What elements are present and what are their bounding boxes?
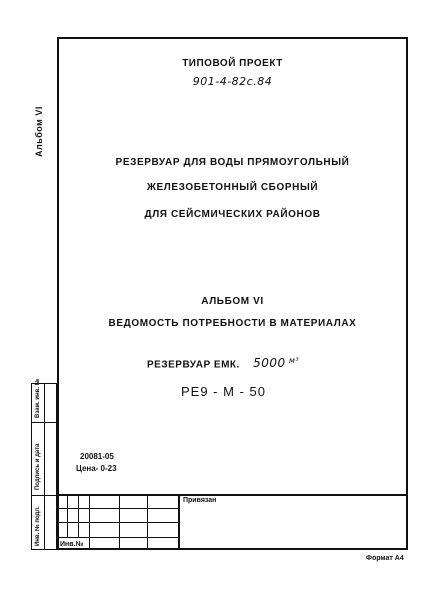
drawing-frame [57,37,408,550]
stamp-col-signature: Подпись и дата [35,443,41,490]
project-number: 901-4-82с.84 [192,75,273,88]
project-label: ТИПОВОЙ ПРОЕКТ [182,58,283,69]
reservoir-code: РЕ9 - М - 50 [181,384,266,399]
reservoir-unit: м³ [288,356,300,365]
title-block-top-line [57,494,408,496]
title-block-inv: Инв.№ [60,541,84,548]
order-number: 20081-05 [80,452,114,461]
title-block-applied: Привязан [183,497,217,504]
stamp-col-inventory: Инв. № подл. [35,506,41,546]
side-album-label-text: Альбом VI [34,106,44,157]
title-line-2: ЖЕЛЕЗОБЕТОННЫЙ СБОРНЫЙ [146,182,319,193]
side-album-label [32,85,62,165]
title-line-3: ДЛЯ СЕЙСМИЧЕСКИХ РАЙОНОВ [144,209,321,220]
reservoir-label: РЕЗЕРВУАР ЕМК. [147,359,240,371]
title-line-1: РЕЗЕРВУАР ДЛЯ ВОДЫ ПРЯМОУГОЛЬНЫЙ [115,157,350,168]
stamp-col-replace: Взам. инв. № [35,378,41,418]
order-price: Цена- 0-23 [76,464,117,473]
album-label: АЛЬБОМ VI [201,296,264,307]
reservoir-capacity: 5000 [253,356,286,371]
format-label: Формат А4 [366,555,404,562]
album-subtitle: ВЕДОМОСТЬ ПОТРЕБНОСТИ В МАТЕРИАЛАХ [108,318,357,329]
reservoir-row [147,356,299,370]
